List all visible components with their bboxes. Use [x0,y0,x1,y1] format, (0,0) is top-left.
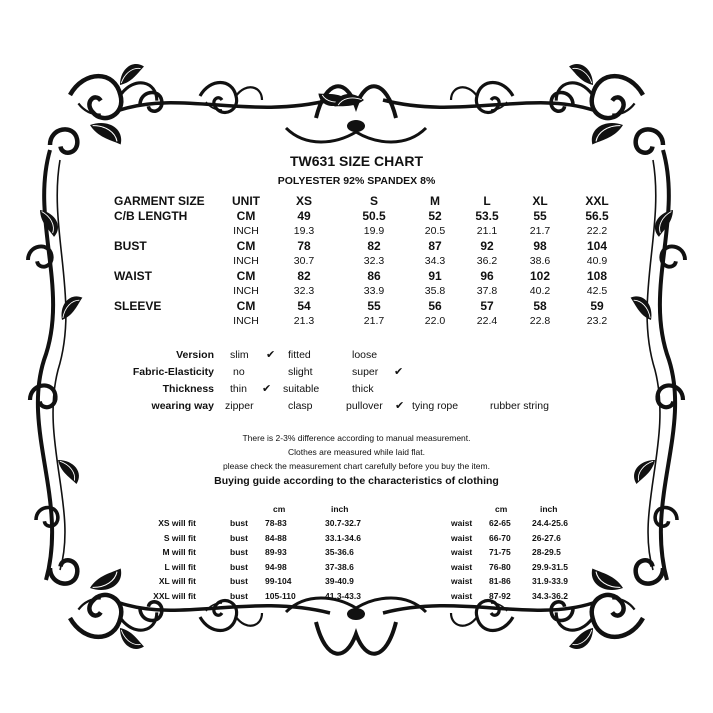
guide-bust-cm-header: cm [273,504,286,514]
guide-waist-cm: 87-92 [489,591,511,601]
cm-value: 56 [428,299,442,313]
guide-bust-inch: 30.7-32.7 [325,518,361,528]
guide-bust-inch-header: inch [331,504,349,514]
guide-waist-inch: 28-29.5 [532,547,561,557]
guide-waist-cm: 66-70 [489,533,511,543]
header-unit: UNIT [232,194,260,208]
page-title: TW631 SIZE CHART [289,153,423,169]
inch-value: 40.9 [586,255,608,267]
guide-size: L will fit [164,562,196,572]
header-size-xs: XS [295,194,312,208]
inch-value: 38.6 [529,255,551,267]
guide-waist-cm: 62-65 [489,518,511,528]
feature-label: Thickness [162,383,214,395]
unit-cm: CM [236,239,256,253]
cm-value: 82 [297,269,311,283]
inch-value: 36.2 [476,255,498,267]
guide-waist-label: waist [451,591,473,601]
feature-option: no [233,366,245,378]
feature-option: rubber string [490,400,549,412]
inch-value: 35.8 [424,285,446,297]
guide-bust-cm: 78-83 [265,518,287,528]
feature-label: Version [176,349,214,361]
unit-inch: INCH [233,255,259,267]
guide-waist-label: waist [451,576,473,586]
check-mark-icon: ✔ [395,400,405,412]
unit-cm: CM [236,269,256,283]
cm-value: 55 [533,209,547,223]
guide-bust-cm: 94-98 [265,562,287,572]
feature-option: loose [352,349,378,361]
inch-value: 40.2 [529,285,551,297]
cm-value: 52 [428,209,442,223]
guide-waist-cm: 76-80 [489,562,511,572]
guide-bust-inch: 41.3-43.3 [325,591,361,601]
feature-label: wearing way [151,400,214,412]
feature-option: fitted [288,349,311,361]
guide-waist-label: waist [451,547,473,557]
feature-option: suitable [283,383,320,395]
note-measurement-diff: There is 2-3% difference according to manual measurement. [242,433,471,443]
guide-bust-label: bust [230,591,248,601]
cm-value: 59 [590,299,604,313]
cm-value: 54 [297,299,311,313]
guide-waist-cm-header: cm [495,504,508,514]
guide-waist-label: waist [451,533,473,543]
cm-value: 49 [297,209,311,223]
guide-size: M will fit [162,547,196,557]
guide-bust-cm: 105-110 [265,591,296,601]
guide-waist-cm: 71-75 [489,547,511,557]
feature-option: tying rope [412,400,459,412]
cm-value: 92 [480,239,494,253]
inch-value: 20.5 [424,225,446,237]
unit-inch: INCH [233,315,259,327]
guide-bust-label: bust [230,547,248,557]
feature-option: slim [230,349,249,361]
note-check-chart: please check the measurement chart carefully before you buy the item. [223,461,490,471]
cm-value: 82 [367,239,381,253]
cm-value: 91 [428,269,442,283]
cm-value: 108 [586,269,608,283]
inch-value: 21.7 [529,225,551,237]
guide-bust-inch: 35-36.6 [325,547,354,557]
cm-value: 56.5 [585,209,609,223]
cm-value: 96 [480,269,494,283]
material-composition: POLYESTER 92% SPANDEX 8% [277,175,436,187]
inch-value: 22.0 [424,315,446,327]
feature-option: slight [288,366,313,378]
feature-option: clasp [288,400,313,412]
guide-size: S will fit [163,533,196,543]
buying-guide-title: Buying guide according to the characteristics of clothing [214,475,499,487]
feature-option: super [352,366,379,378]
cm-value: 78 [297,239,311,253]
unit-inch: INCH [233,225,259,237]
unit-cm: CM [236,299,256,313]
guide-waist-inch: 26-27.6 [532,533,561,543]
header-size-xxl: XXL [585,194,609,208]
feature-option: thick [352,383,374,395]
guide-size: XS will fit [158,518,196,528]
header-size-m: M [430,194,440,208]
measure-label: BUST [114,239,147,253]
inch-value: 30.7 [293,255,315,267]
measure-label: C/B LENGTH [114,209,188,223]
inch-value: 22.2 [586,225,608,237]
guide-bust-label: bust [230,562,248,572]
header-size-s: S [369,194,378,208]
cm-value: 102 [529,269,551,283]
inch-value: 32.3 [363,255,385,267]
guide-bust-cm: 84-88 [265,533,287,543]
header-garment-size: GARMENT SIZE [114,194,205,208]
cm-value: 58 [533,299,547,313]
guide-waist-inch: 24.4-25.6 [532,518,568,528]
guide-waist-cm: 81-86 [489,576,511,586]
guide-waist-inch: 31.9-33.9 [532,576,568,586]
header-size-xl: XL [532,194,548,208]
cm-value: 50.5 [362,209,386,223]
cm-value: 55 [367,299,381,313]
inch-value: 22.4 [476,315,498,327]
feature-label: Fabric-Elasticity [132,366,214,378]
cm-value: 53.5 [475,209,499,223]
note-laid-flat: Clothes are measured while laid flat. [287,447,425,457]
guide-waist-inch: 34.3-36.2 [532,591,568,601]
check-mark-icon: ✔ [262,383,272,395]
feature-option: thin [230,383,247,395]
inch-value: 42.5 [586,285,608,297]
inch-value: 19.9 [363,225,385,237]
guide-bust-label: bust [230,518,248,528]
guide-waist-label: waist [451,518,473,528]
guide-bust-inch: 37-38.6 [325,562,354,572]
check-mark-icon: ✔ [266,349,276,361]
inch-value: 21.1 [476,225,498,237]
cm-value: 104 [586,239,608,253]
guide-waist-inch: 29.9-31.5 [532,562,568,572]
feature-option: pullover [346,400,383,412]
guide-bust-label: bust [230,533,248,543]
cm-value: 87 [428,239,442,253]
guide-bust-inch: 39-40.9 [325,576,354,586]
guide-size: XL will fit [158,576,196,586]
measure-label: SLEEVE [114,299,162,313]
cm-value: 86 [367,269,381,283]
guide-bust-inch: 33.1-34.6 [325,533,361,543]
guide-waist-label: waist [451,562,473,572]
guide-waist-inch-header: inch [540,504,558,514]
guide-bust-cm: 89-93 [265,547,287,557]
inch-value: 37.8 [476,285,498,297]
guide-bust-label: bust [230,576,248,586]
cm-value: 98 [533,239,547,253]
inch-value: 22.8 [529,315,551,327]
inch-value: 21.3 [293,315,315,327]
inch-value: 19.3 [293,225,315,237]
cm-value: 57 [480,299,494,313]
guide-bust-cm: 99-104 [265,576,292,586]
inch-value: 34.3 [424,255,446,267]
check-mark-icon: ✔ [394,366,404,378]
header-size-l: L [483,194,491,208]
guide-size: XXL will fit [153,591,196,601]
feature-option: zipper [225,400,254,412]
unit-inch: INCH [233,285,259,297]
inch-value: 33.9 [363,285,385,297]
inch-value: 23.2 [586,315,608,327]
inch-value: 32.3 [293,285,315,297]
measure-label: WAIST [114,269,152,283]
unit-cm: CM [236,209,256,223]
inch-value: 21.7 [363,315,385,327]
